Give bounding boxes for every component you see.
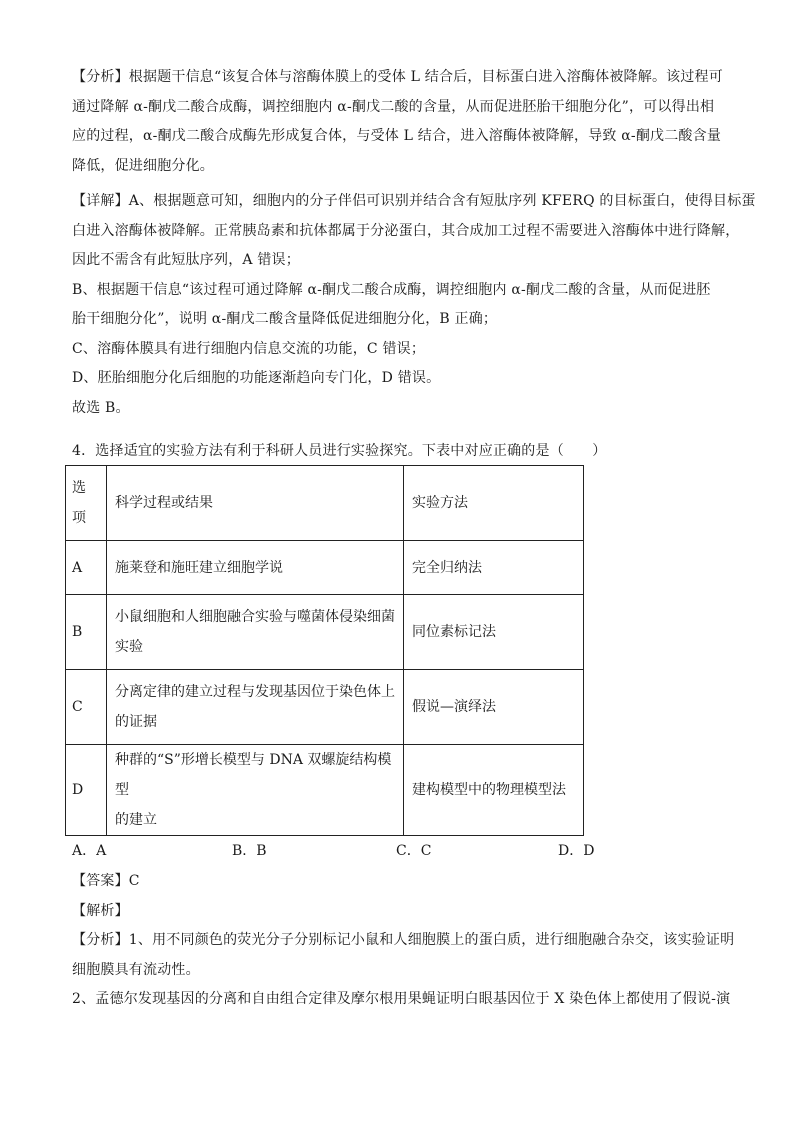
table-cell: C xyxy=(66,670,107,745)
option-b: B．B xyxy=(232,843,267,859)
answer-options xyxy=(72,840,732,862)
text-line: 应的过程，α-酮戊二酸合成酶先形成复合体，与受体 L 结合，进入溶酶体被降解，导致 α-酮戊二酸含量 xyxy=(72,128,722,144)
text-line: 【详解】A、根据题意可知，细胞内的分子伴侣可识别并结合含有短肽序列 KFERQ 的目标蛋白，使得目标蛋 xyxy=(72,193,756,209)
text-line: 2、孟德尔发现基因的分离和自由组合定律及摩尔根用果蝇证明白眼基因位于 X 染色体上都使用了假说-演 xyxy=(72,991,731,1007)
table-cell: 种群的“S”形增长模型与 DNA 双螺旋结构模型 的建立 xyxy=(107,745,404,836)
text-line: B、根据题干信息“该过程可通过降解 α-酮戊二酸合成酶，调控细胞内 α-酮戊二酸的含量，从而促进胚 xyxy=(72,281,711,298)
table-row xyxy=(66,670,584,745)
table-header-cell: 科学过程或结果 xyxy=(107,466,404,541)
question-stem xyxy=(72,437,732,467)
text-line: D、胚胎细胞分化后细胞的功能逐渐趋向专门化，D 错误。 xyxy=(72,370,441,386)
explanation-label: 【解析】 xyxy=(72,902,129,919)
table-header-cell: 选 项 xyxy=(66,466,107,541)
table-row xyxy=(66,745,584,836)
table-cell: B xyxy=(66,595,107,670)
question-text: 4．选择适宜的实验方法有利于科研人员进行实验探究。下表中对应正确的是（ ） xyxy=(72,443,607,459)
table-cell: 建构模型中的物理模型法 xyxy=(404,745,584,836)
table-cell: A xyxy=(66,541,107,595)
question-table xyxy=(65,465,584,836)
table-header-row xyxy=(66,466,584,541)
table-row xyxy=(66,595,584,670)
table-header-cell: 实验方法 xyxy=(404,466,584,541)
text-line: 【分析】1、用不同颜色的荧光分子分别标记小鼠和人细胞膜上的蛋白质，进行细胞融合杂交，该实验证明 xyxy=(72,932,735,948)
option-c: C．C xyxy=(396,843,432,859)
table-cell: D xyxy=(66,745,107,836)
text-line: 【分析】根据题干信息“该复合体与溶酶体膜上的受体 L 结合后，目标蛋白进入溶酶体被降解。该过程可 xyxy=(72,69,723,85)
answer-label: 【答案】C xyxy=(72,873,140,889)
text-line: 因此不需含有此短肽序列，A 错误； xyxy=(72,252,300,268)
text-line: 故选 B。 xyxy=(72,399,130,416)
analysis-paragraph xyxy=(72,63,732,181)
table-cell: 小鼠细胞和人细胞融合实验与噬菌体侵染细菌 实验 xyxy=(107,595,404,670)
text-line: 胎干细胞分化”，说明 α-酮戊二酸含量降低促进细胞分化，B 正确； xyxy=(72,311,498,327)
table-cell: 同位素标记法 xyxy=(404,595,584,670)
table-cell: 假说—演绎法 xyxy=(404,670,584,745)
detail-paragraph xyxy=(72,187,756,423)
option-a: A．A xyxy=(72,843,107,859)
text-line: 白进入溶酶体被降解。正常胰岛素和抗体都属于分泌蛋白，其合成加工过程不需要进入溶酶体中进行降解， xyxy=(72,222,740,239)
answer-section xyxy=(72,867,735,1015)
option-d: D．D xyxy=(558,843,595,859)
text-line: 细胞膜具有流动性。 xyxy=(72,961,200,978)
text-line: 降低，促进细胞分化。 xyxy=(72,157,214,174)
text-line: 通过降解 α-酮戊二酸合成酶，调控细胞内 α-酮戊二酸的含量，从而促进胚胎干细胞分化”，可以得出相 xyxy=(72,98,715,115)
table-cell: 施莱登和施旺建立细胞学说 xyxy=(107,541,404,595)
text-line: C、溶酶体膜具有进行细胞内信息交流的功能，C 错误； xyxy=(72,340,426,357)
table-cell: 完全归纳法 xyxy=(404,541,584,595)
table-cell: 分离定律的建立过程与发现基因位于染色体上 的证据 xyxy=(107,670,404,745)
table-row xyxy=(66,541,584,595)
